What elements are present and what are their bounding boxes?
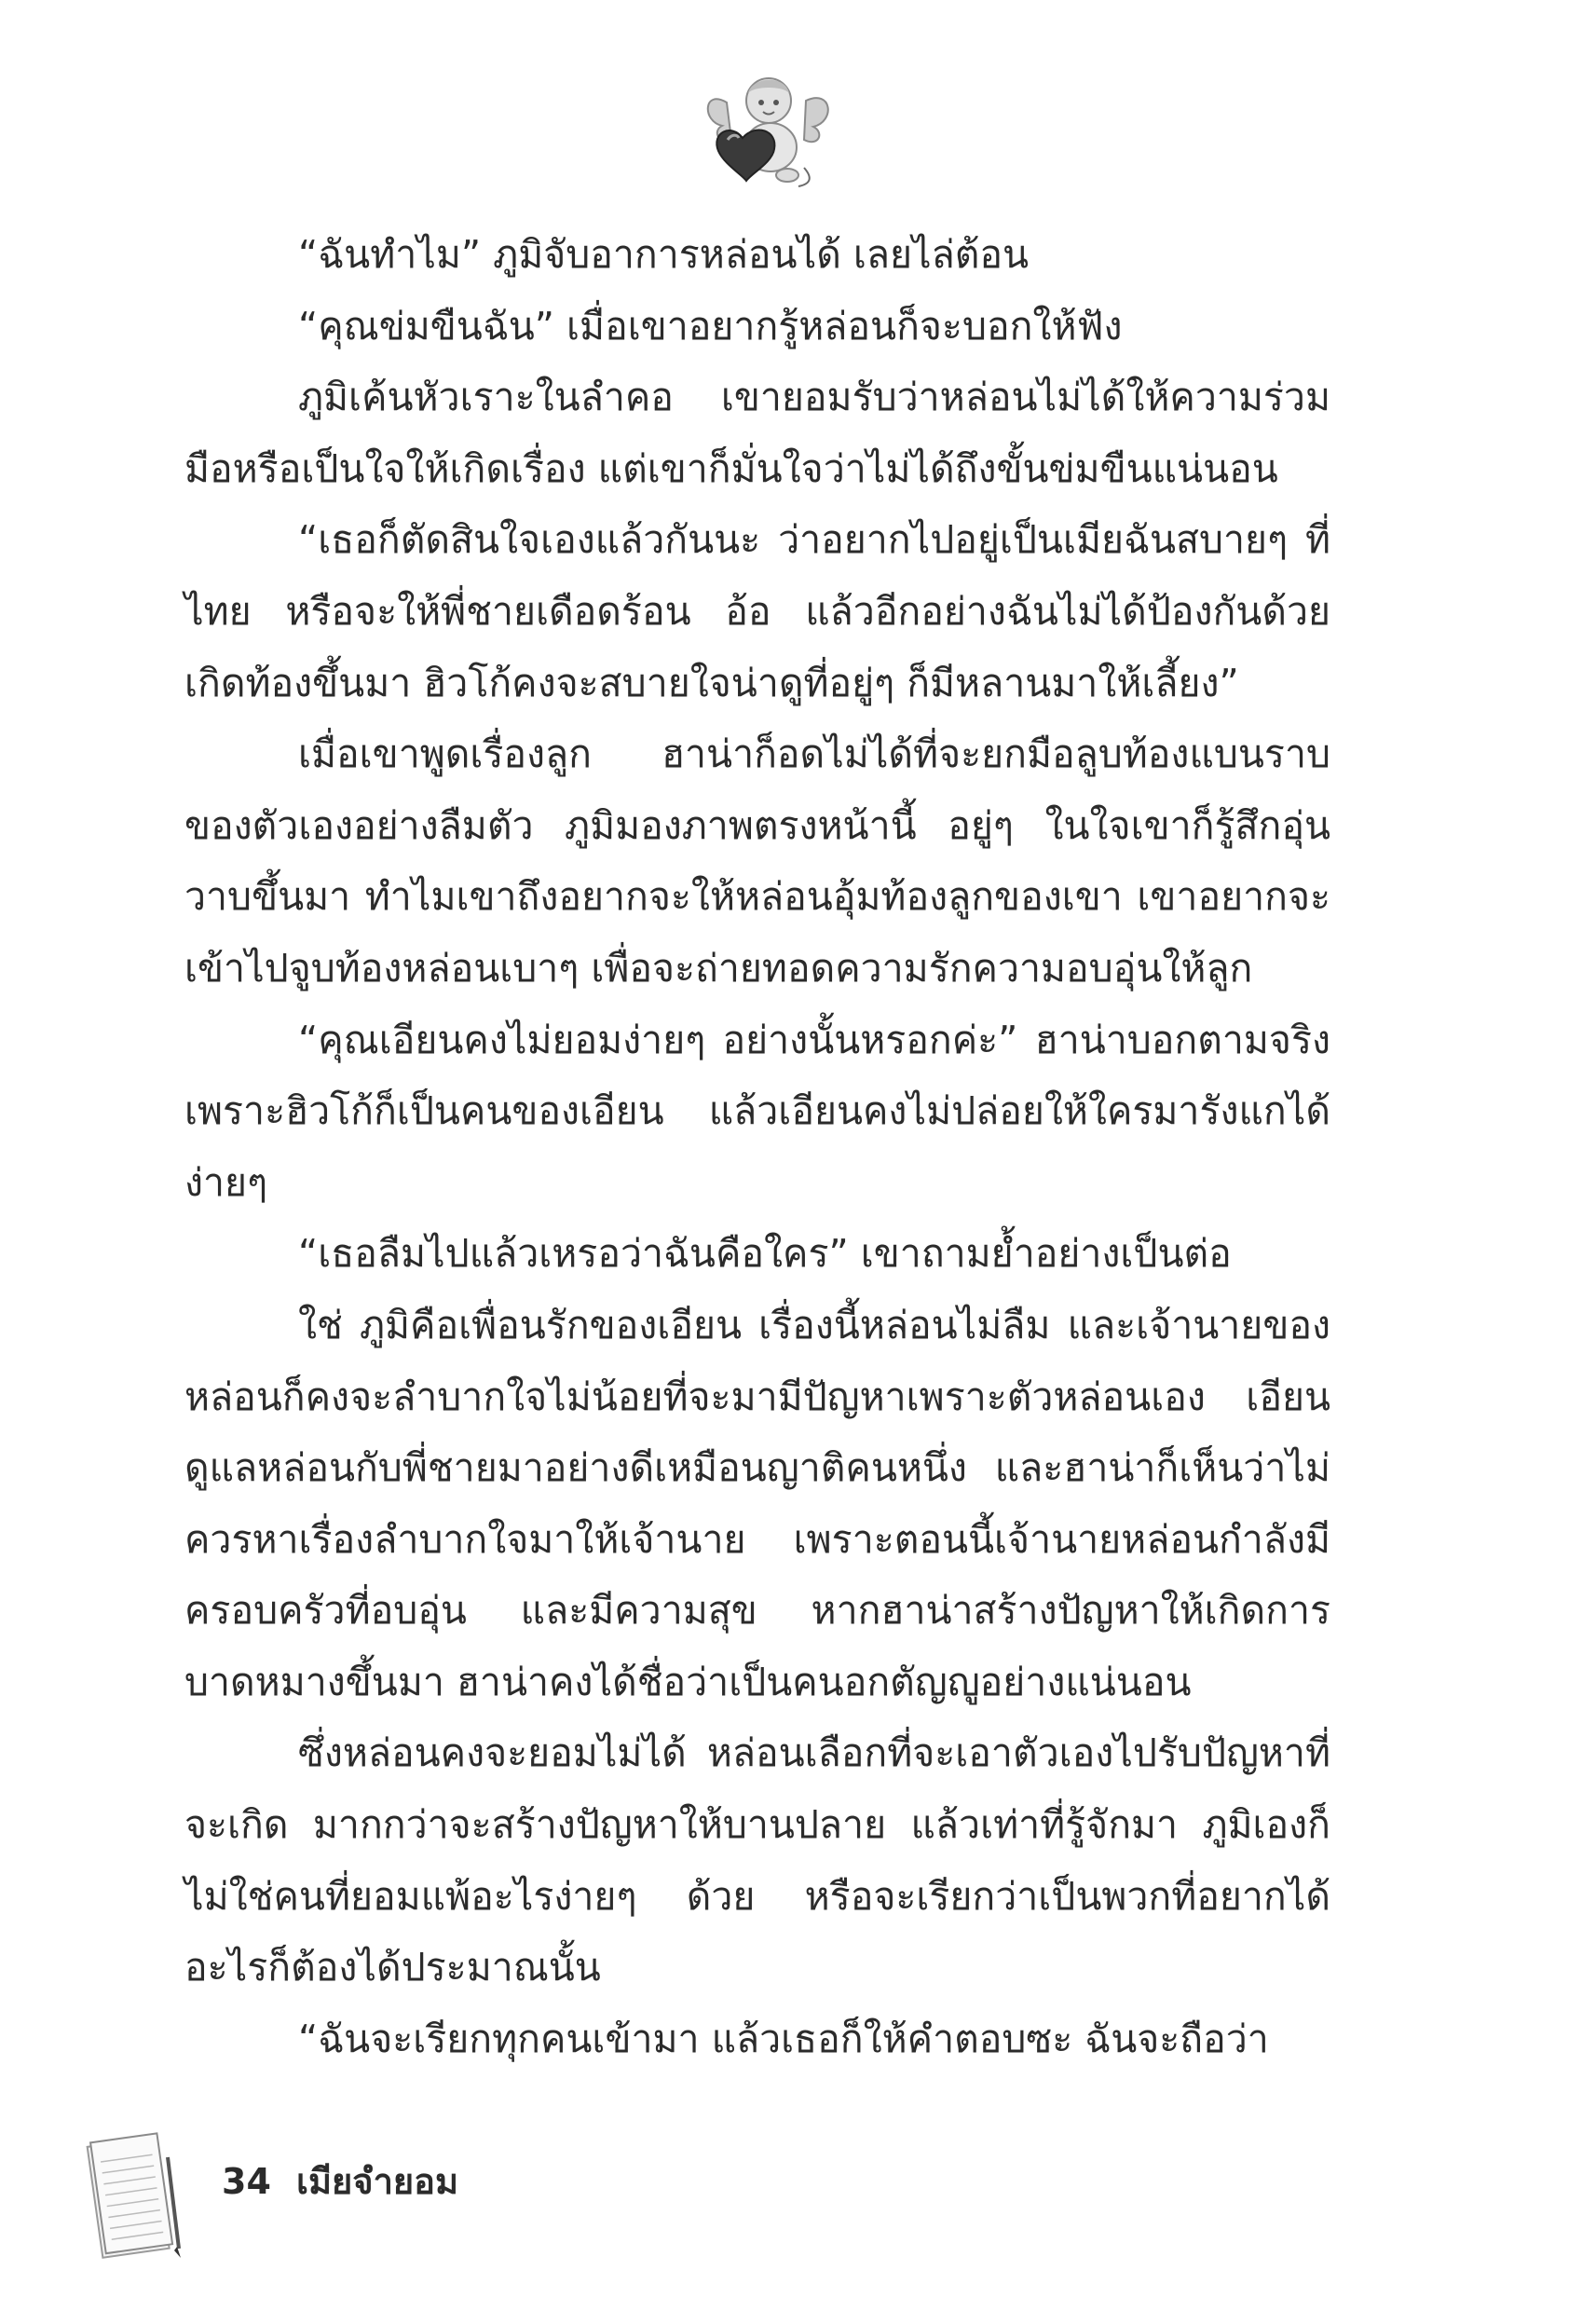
paragraph: “เธอก็ตัดสินใจเองแล้วกันนะ ว่าอยากไปอยู่เป็นเมียฉันสบายๆ ที่ไทย หรือจะให้พี่ชายเดือดร้อน อ้อ แล้วอีกอย่างฉันไม่ได้ป้องกันด้วย เกิดท้องขึ้นมา ฮิวโก้คงจะสบายใจน่าดูที่อยู่ๆ ก็มีหลานมาให้เลี้ยง”	[184, 517, 1330, 705]
body-text	[184, 219, 1330, 2074]
cupid-heart-icon	[694, 65, 843, 196]
paragraph: “คุณข่มขืนฉัน” เมื่อเขาอยากรู้หล่อนก็จะบอกให้ฟัง	[298, 303, 1123, 349]
paragraph: “เธอลืมไปแล้วเหรอว่าฉันคือใคร” เขาถามย้ำอย่างเป็นต่อ	[298, 1231, 1232, 1277]
paragraph: ซึ่งหล่อนคงจะยอมไม่ได้ หล่อนเลือกที่จะเอาตัวเองไปรับปัญหาที่จะเกิด มากกว่าจะสร้างปัญหาให้บานปลาย แล้วเท่าที่รู้จักมา ภูมิเองก็ไม่ใช่คนที่ยอมแพ้อะไรง่ายๆ ด้วย หรือจะเรียกว่าเป็นพวกที่อยากได้อะไรก็ต้องได้ประมาณนั้น	[184, 1730, 1330, 1990]
paragraph: “คุณเอียนคงไม่ยอมง่ายๆ อย่างนั้นหรอกค่ะ” ฮาน่าบอกตามจริง เพราะฮิวโก้ก็เป็นคนของเอียน แล้วเอียนคงไม่ปล่อยให้ใครมารังแกได้ง่ายๆ	[184, 1017, 1330, 1205]
paragraph: ภูมิเค้นหัวเราะในลำคอ เขายอมรับว่าหล่อนไม่ได้ให้ความร่วมมือหรือเป็นใจให้เกิดเรื่อง แต่เขาก็มั่นใจว่าไม่ได้ถึงขั้นข่มขืนแน่นอน	[184, 375, 1330, 491]
paragraph: ใช่ ภูมิคือเพื่อนรักของเอียน เรื่องนี้หล่อนไม่ลืม และเจ้านายของหล่อนก็คงจะลำบากใจไม่น้อยที่จะมามีปัญหาเพราะตัวหล่อนเอง เอียนดูแลหล่อนกับพี่ชายมาอย่างดีเหมือนญาติคนหนึ่ง และฮาน่าก็เห็นว่าไม่ควรหาเรื่องลำบากใจมาให้เจ้านาย เพราะตอนนี้เจ้านายหล่อนกำลังมีครอบครัวที่อบอุ่น และมีความสุข หากฮาน่าสร้างปัญหาให้เกิดการบาดหมางขึ้นมา ฮาน่าคงได้ชื่อว่าเป็นคนอกตัญญูอย่างแน่นอน	[184, 1302, 1330, 1704]
paragraph: “ฉันทำไม” ภูมิจับอาการหล่อนได้ เลยไล่ต้อน	[298, 232, 1030, 277]
notepad-pen-icon	[86, 2129, 188, 2269]
page-number: 34	[222, 2161, 271, 2202]
book-title: เมียจำยอม	[296, 2161, 459, 2202]
paragraph: เมื่อเขาพูดเรื่องลูก ฮาน่าก็อดไม่ได้ที่จะยกมือลูบท้องแบนราบของตัวเองอย่างลืมตัว ภูมิมองภาพตรงหน้านี้ อยู่ๆ ในใจเขาก็รู้สึกอุ่นวาบขึ้นมา ทำไมเขาถึงอยากจะให้หล่อนอุ้มท้องลูกของเขา เขาอยากจะเข้าไปจูบท้องหล่อนเบาๆ เพื่อจะถ่ายทอดความรักความอบอุ่นให้ลูก	[184, 732, 1330, 991]
page-footer	[0, 2129, 559, 2278]
paragraph: “ฉันจะเรียกทุกคนเข้ามา แล้วเธอก็ให้คำตอบซะ ฉันจะถือว่า	[298, 2016, 1269, 2061]
